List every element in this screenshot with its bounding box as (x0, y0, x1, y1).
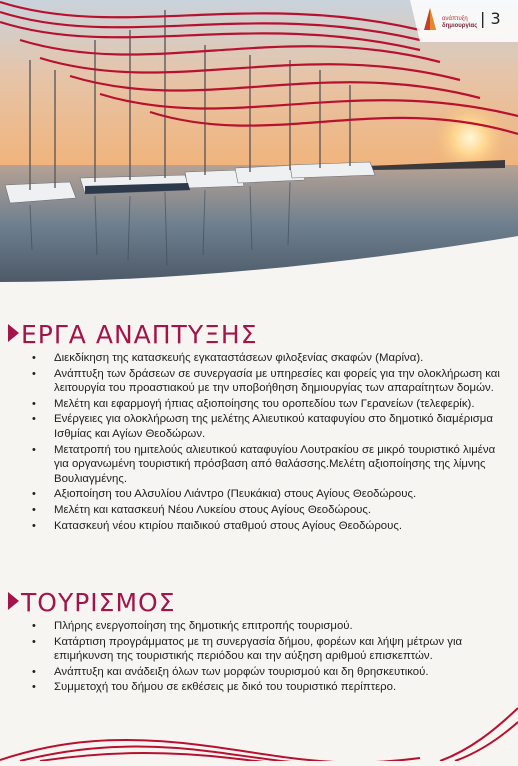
list-item: • Ανάπτυξη των δράσεων σε συνεργασία με υπηρεσίες και φορείς για την ολοκλήρωση και λειτουργία του προαστιακού με την υποβοήθηση δημιουργίας των απαραίτητων δομών. (30, 367, 500, 396)
sail-logo-icon (420, 6, 440, 32)
logo-line-1: ανάπτυξη (442, 16, 468, 22)
logo-text (442, 16, 477, 30)
list-item: • Κατάρτιση προγράμματος με τη συνεργασία δήμου, φορέων και λήψη μέτρων για επιμήκυνση της τουριστικής περιόδου και την αύξηση αριθμού επισκεπτών. (30, 635, 500, 664)
list-item: • Αξιοποίηση του Αλσυλίου Λιάντρο (Πευκάκια) στους Αγίους Θεοδώρους. (30, 487, 500, 502)
tourism-list (30, 619, 500, 696)
list-item: • Συμμετοχή του δήμου σε εκθέσεις με δικό του τουριστικό περίπτερο. (30, 680, 500, 695)
development-projects-list (30, 351, 500, 534)
page-number-value: 3 (490, 9, 501, 28)
page-number-divider: | (480, 9, 491, 28)
section-title-tourism (8, 588, 176, 617)
list-item: • Κατασκευή νέου κτιρίου παιδικού σταθμού στους Αγίους Θεοδώρους. (30, 519, 500, 534)
harbor-photo (0, 0, 518, 285)
list-item: • Μελέτη και εφαρμογή ήπιας αξιοποίησης του οροπεδίου των Γερανείων (τελεφερίκ). (30, 397, 500, 412)
logo-line-2: δημιουργίας (442, 23, 478, 29)
page-number (480, 9, 501, 28)
section-title-development (8, 320, 258, 349)
list-item: • Μετατροπή του ημιτελούς αλιευτικού καταφυγίου Λουτρακίου σε μικρό τουριστικό λιμένα για οργανωμένη τουριστική πρόσβαση από θαλάσσης.Μελέτη αξιοποίησης της λίμνης Βουλιαγμένης. (30, 443, 500, 487)
list-item: • Διεκδίκηση της κατασκευής εγκαταστάσεων φιλοξενίας σκαφών (Μαρίνα). (30, 351, 500, 366)
list-item: • Ενέργειες για ολοκλήρωση της μελέτης Αλιευτικού καταφυγίου στο δημοτικό διαμέρισμα Ισθμίας και Αγίων Θεοδώρων. (30, 412, 500, 441)
chevron-right-icon (8, 592, 19, 610)
section-title-text: ΕΡΓΑ ΑΝΑΠΤΥΞΗΣ (21, 320, 258, 349)
list-item: • Πλήρης ενεργοποίηση της δημοτικής επιτροπής τουρισμού. (30, 619, 500, 634)
chevron-right-icon (8, 324, 19, 342)
list-item: • Ανάπτυξη και ανάδειξη όλων των μορφών τουρισμού και δη θρησκευτικού. (30, 665, 500, 680)
decorative-waves (0, 700, 518, 761)
list-item: • Μελέτη και κατασκευή Νέου Λυκείου στους Αγίους Θεοδώρους. (30, 503, 500, 518)
section-title-text: ΤΟΥΡΙΣΜΟΣ (21, 588, 176, 617)
